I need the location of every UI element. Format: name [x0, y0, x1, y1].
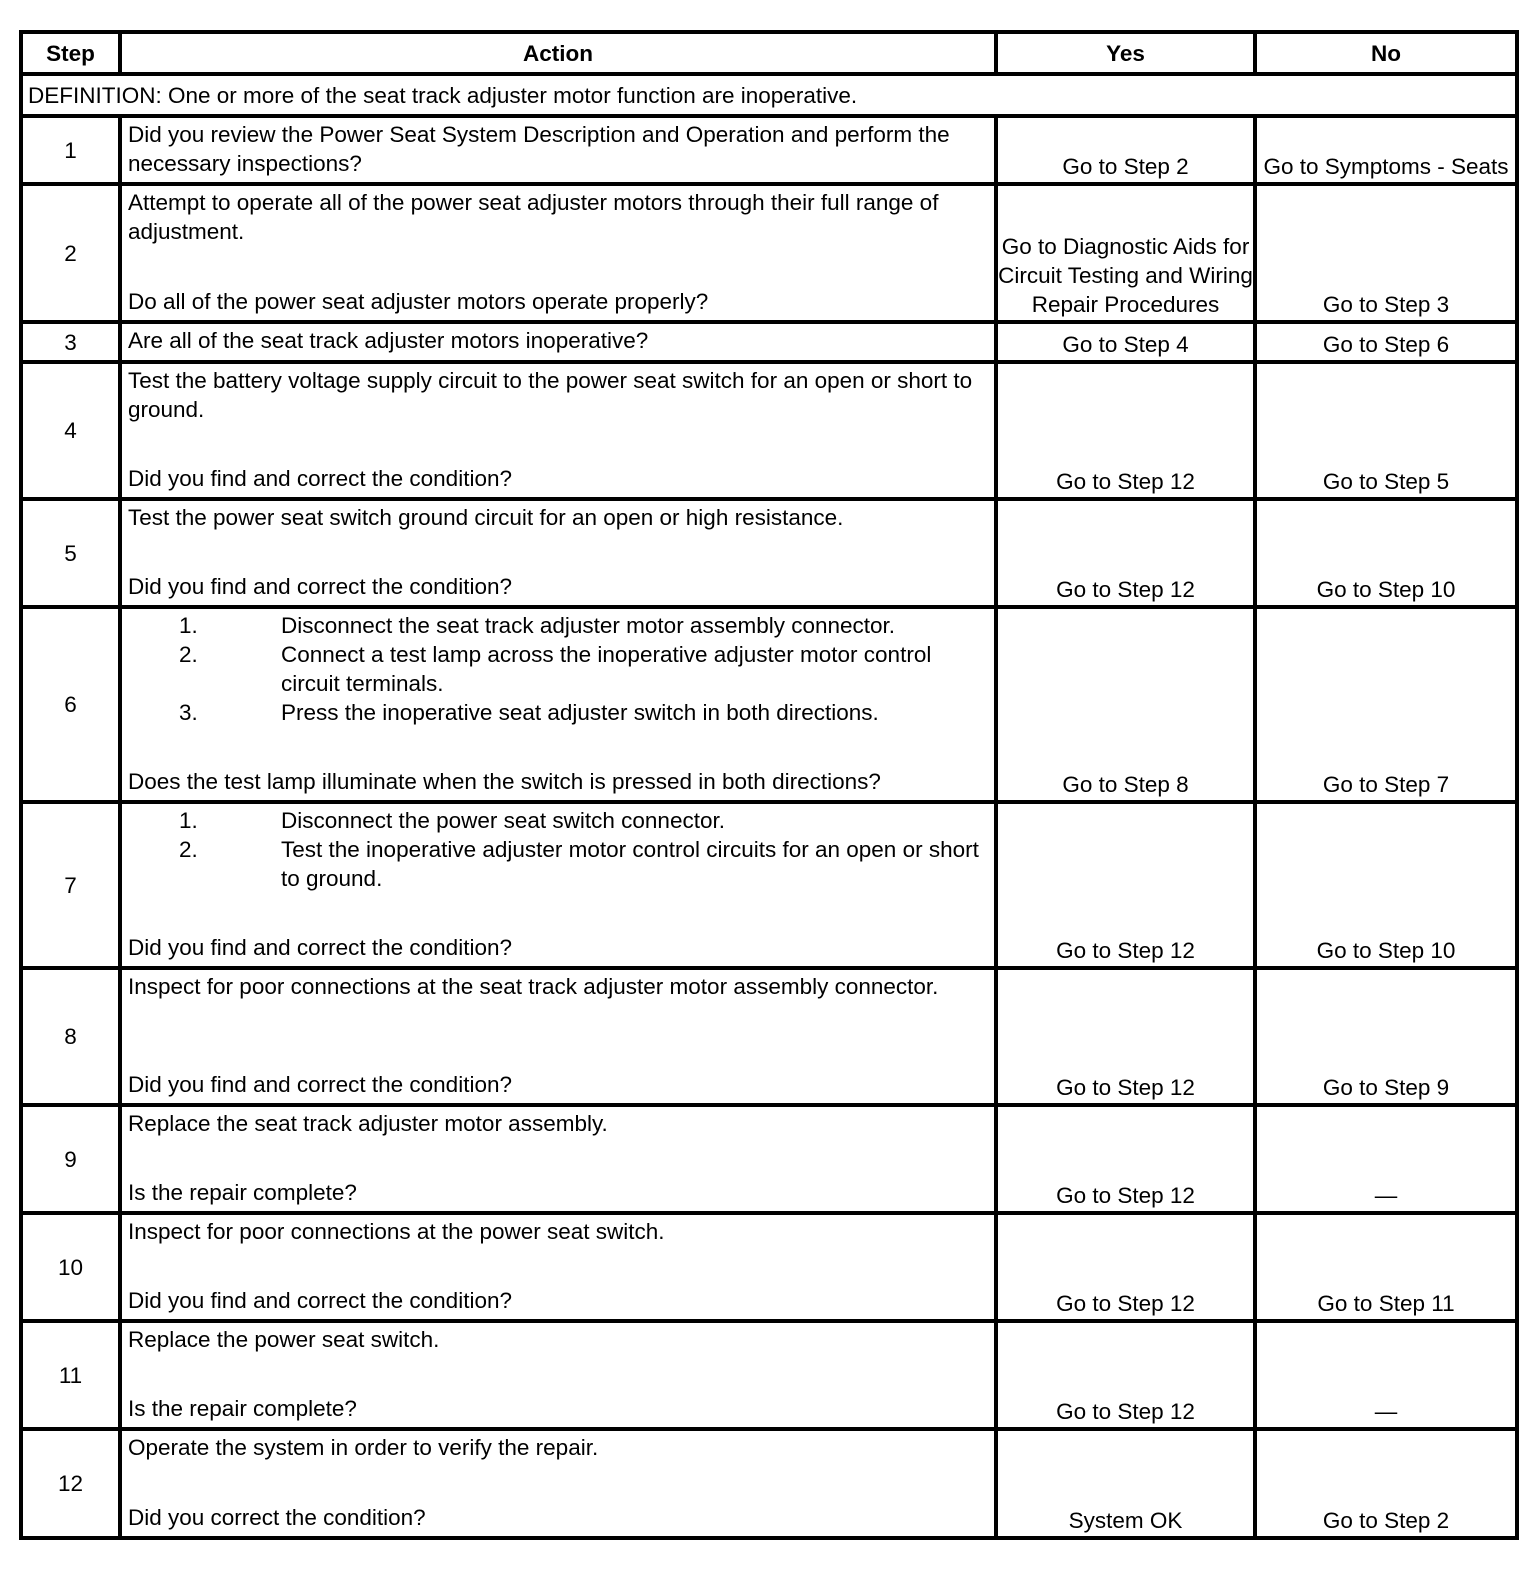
no-cell: Go to Step 10: [1255, 802, 1517, 968]
table-row: [21, 968, 1517, 1105]
action-text: Did you review the Power Seat System Description and Operation and perform the necessary inspections?: [128, 122, 950, 176]
no-cell: Go to Symptoms - Seats: [1255, 116, 1517, 184]
list-text: Disconnect the power seat switch connector.: [281, 808, 725, 833]
action-cell: [120, 1429, 996, 1538]
no-cell: Go to Step 3: [1255, 184, 1517, 322]
list-item: [128, 640, 988, 698]
header-no: No: [1255, 32, 1517, 74]
step-number: 3: [21, 322, 120, 362]
action-text: Operate the system in order to verify the repair.: [128, 1435, 599, 1460]
yes-cell: Go to Step 8: [996, 607, 1255, 802]
step-number: 7: [21, 802, 120, 968]
step-number: 8: [21, 968, 120, 1105]
step-number: 5: [21, 499, 120, 607]
no-cell: Go to Step 6: [1255, 322, 1517, 362]
list-number: 1.: [179, 808, 198, 833]
list-number: 1.: [179, 613, 198, 638]
table-row: [21, 322, 1517, 362]
action-text: Attempt to operate all of the power seat adjuster motors through their full range of adjustment.: [128, 190, 939, 244]
list-text: Connect a test lamp across the inoperative adjuster motor control circuit terminals.: [281, 642, 932, 696]
yes-cell: Go to Step 12: [996, 802, 1255, 968]
action-cell: [120, 322, 996, 362]
list-number: 2.: [179, 837, 198, 862]
diagnostic-table: [19, 30, 1519, 1540]
list-item: [128, 698, 988, 727]
yes-cell: Go to Step 4: [996, 322, 1255, 362]
action-text: Replace the power seat switch.: [128, 1327, 440, 1352]
table-row: [21, 1213, 1517, 1321]
yes-cell: Go to Step 12: [996, 362, 1255, 499]
action-question: Is the repair complete?: [128, 1396, 357, 1421]
yes-cell: Go to Step 12: [996, 968, 1255, 1105]
step-number: 9: [21, 1105, 120, 1213]
action-question: Do all of the power seat adjuster motors operate properly?: [128, 289, 709, 314]
step-number: 4: [21, 362, 120, 499]
yes-cell: Go to Step 2: [996, 116, 1255, 184]
no-cell: Go to Step 9: [1255, 968, 1517, 1105]
action-question: Did you find and correct the condition?: [128, 1288, 512, 1313]
action-cell: [120, 1321, 996, 1429]
yes-cell: System OK: [996, 1429, 1255, 1538]
action-cell: [120, 968, 996, 1105]
action-question: Did you find and correct the condition?: [128, 935, 512, 960]
action-steps-list: [128, 806, 988, 933]
action-cell: [120, 116, 996, 184]
list-item: [128, 611, 988, 640]
action-text: Test the power seat switch ground circuit for an open or high resistance.: [128, 505, 844, 530]
step-number: 2: [21, 184, 120, 322]
definition-row: [21, 74, 1517, 116]
action-text: Are all of the seat track adjuster motors inoperative?: [128, 328, 649, 353]
action-cell: [120, 362, 996, 499]
action-cell: [120, 499, 996, 607]
action-cell: [120, 1213, 996, 1321]
table-row: [21, 184, 1517, 322]
yes-cell: Go to Step 12: [996, 499, 1255, 607]
action-cell: [120, 802, 996, 968]
header-step: Step: [21, 32, 120, 74]
table-row: [21, 1105, 1517, 1213]
action-question: Did you find and correct the condition?: [128, 466, 512, 491]
action-question: Did you correct the condition?: [128, 1505, 426, 1530]
table-row: [21, 607, 1517, 802]
step-number: 1: [21, 116, 120, 184]
yes-cell: Go to Step 12: [996, 1321, 1255, 1429]
list-item: [128, 835, 988, 893]
action-question: Did you find and correct the condition?: [128, 1072, 512, 1097]
step-number: 10: [21, 1213, 120, 1321]
list-text: Test the inoperative adjuster motor control circuits for an open or short to ground.: [281, 837, 979, 891]
yes-cell: Go to Diagnostic Aids for Circuit Testing and Wiring Repair Procedures: [996, 184, 1255, 322]
table-row: [21, 1321, 1517, 1429]
no-cell: —: [1255, 1321, 1517, 1429]
header-action: Action: [120, 32, 996, 74]
no-cell: —: [1255, 1105, 1517, 1213]
action-cell: [120, 607, 996, 802]
step-number: 12: [21, 1429, 120, 1538]
action-question: Did you find and correct the condition?: [128, 574, 512, 599]
list-number: 2.: [179, 642, 198, 667]
table-row: [21, 362, 1517, 499]
action-cell: [120, 1105, 996, 1213]
action-question: Does the test lamp illuminate when the switch is pressed in both directions?: [128, 769, 881, 794]
yes-cell: Go to Step 12: [996, 1213, 1255, 1321]
list-item: [128, 806, 988, 835]
action-question: Is the repair complete?: [128, 1180, 357, 1205]
no-cell: Go to Step 2: [1255, 1429, 1517, 1538]
action-text: Test the battery voltage supply circuit to the power seat switch for an open or short to ground.: [128, 368, 973, 422]
definition-text: DEFINITION: One or more of the seat track adjuster motor function are inoperative.: [21, 74, 1517, 116]
action-text: Inspect for poor connections at the seat track adjuster motor assembly connector.: [128, 974, 939, 999]
list-text: Press the inoperative seat adjuster switch in both directions.: [281, 700, 879, 725]
table-row: [21, 499, 1517, 607]
no-cell: Go to Step 5: [1255, 362, 1517, 499]
action-text: Replace the seat track adjuster motor assembly.: [128, 1111, 608, 1136]
header-yes: Yes: [996, 32, 1255, 74]
table-row: [21, 1429, 1517, 1538]
action-steps-list: [128, 611, 988, 767]
yes-cell: Go to Step 12: [996, 1105, 1255, 1213]
action-text: Inspect for poor connections at the power seat switch.: [128, 1219, 665, 1244]
action-cell: [120, 184, 996, 322]
no-cell: Go to Step 7: [1255, 607, 1517, 802]
header-row: [21, 32, 1517, 74]
list-text: Disconnect the seat track adjuster motor assembly connector.: [281, 613, 896, 638]
step-number: 6: [21, 607, 120, 802]
step-number: 11: [21, 1321, 120, 1429]
list-number: 3.: [179, 700, 198, 725]
table-row: [21, 802, 1517, 968]
table-row: [21, 116, 1517, 184]
no-cell: Go to Step 10: [1255, 499, 1517, 607]
no-cell: Go to Step 11: [1255, 1213, 1517, 1321]
